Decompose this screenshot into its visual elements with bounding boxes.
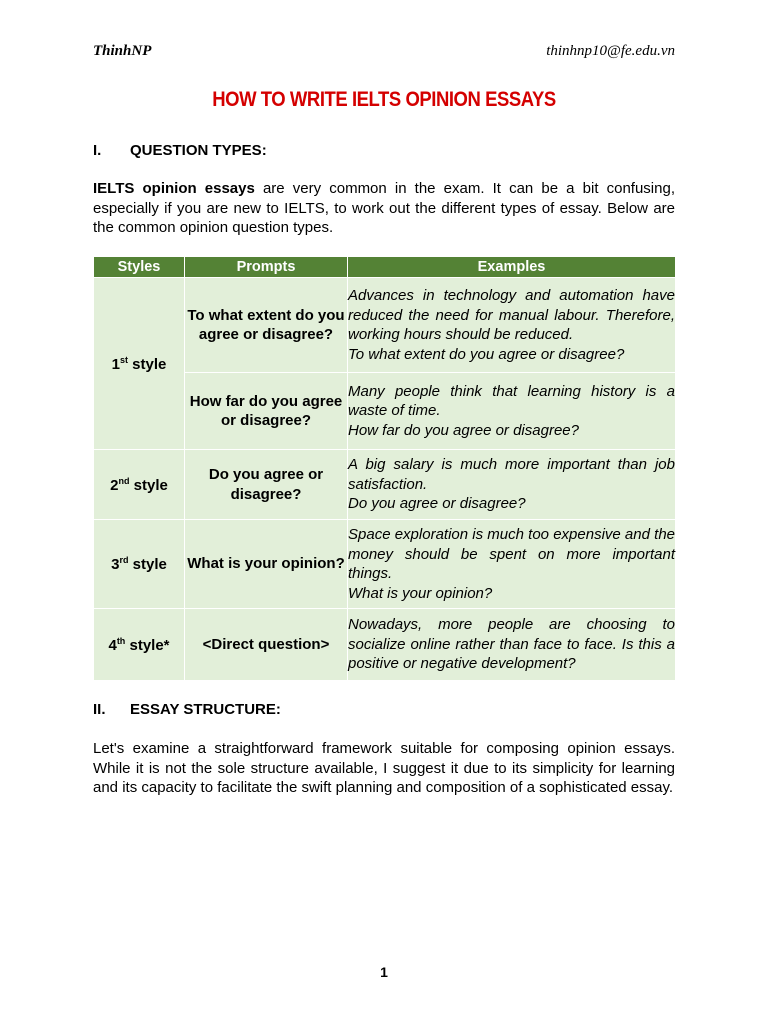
section-1-heading [93,142,267,159]
style-cell-3: 3rd style [94,520,185,609]
section-1-title: QUESTION TYPES: [130,142,267,159]
table-row [94,609,676,681]
style-cell-1: 1st style [94,278,185,450]
table-row [94,520,676,609]
page-title: HOW TO WRITE IELTS OPINION ESSAYS [212,88,556,111]
section-1-number: I. [93,142,102,159]
section-1-intro [93,179,675,238]
example-cell: Many people think that learning history is a waste of time. How far do you agree or disagree? [348,373,676,450]
table-header-row [94,257,676,278]
prompt-cell: <Direct question> [185,609,348,681]
header-examples: Examples [348,257,676,278]
section-2-title: ESSAY STRUCTURE: [130,701,281,718]
style-cell-2: 2nd style [94,450,185,520]
example-cell: Advances in technology and automation have reduced the need for manual labour. Therefore, working hours should be reduced. To what extent do you agree or disagree? [348,278,676,373]
style-cell-4: 4th style* [94,609,185,681]
prompt-cell: How far do you agree or disagree? [185,373,348,450]
section-2-paragraph: Let's examine a straightforward framework suitable for composing opinion essays. While it is not the sole structure available, I suggest it due to its simplicity for learning and its capacity to facilitate the swift planning and composition of a sophisticated essay. [93,740,675,796]
example-cell: Space exploration is much too expensive and the money should be spent on more important things. What is your opinion? [348,520,676,609]
header-author: ThinhNP [93,43,152,59]
prompt-cell: Do you agree or disagree? [185,450,348,520]
header-prompts: Prompts [185,257,348,278]
page-number: 1 [380,964,388,980]
table-row [94,278,676,373]
prompt-cell: What is your opinion? [185,520,348,609]
section-2-heading [93,701,281,718]
question-types-table [93,256,676,681]
prompt-cell: To what extent do you agree or disagree? [185,278,348,373]
header-email: thinhnp10@fe.edu.vn [546,43,675,59]
header-styles: Styles [94,257,185,278]
section-2-number: II. [93,701,106,718]
example-cell: A big salary is much more important than job satisfaction. Do you agree or disagree? [348,450,676,520]
intro-rest: are very common in the exam. It can be a bit confusing, especially if you are new to IELTS, to work out the different types of essay. Below are the common opinion question types. [93,180,675,236]
table-row [94,450,676,520]
intro-bold: IELTS opinion essays [93,180,255,197]
example-cell: Nowadays, more people are choosing to socialize online rather than face to face. Is this a positive or negative development? [348,609,676,681]
